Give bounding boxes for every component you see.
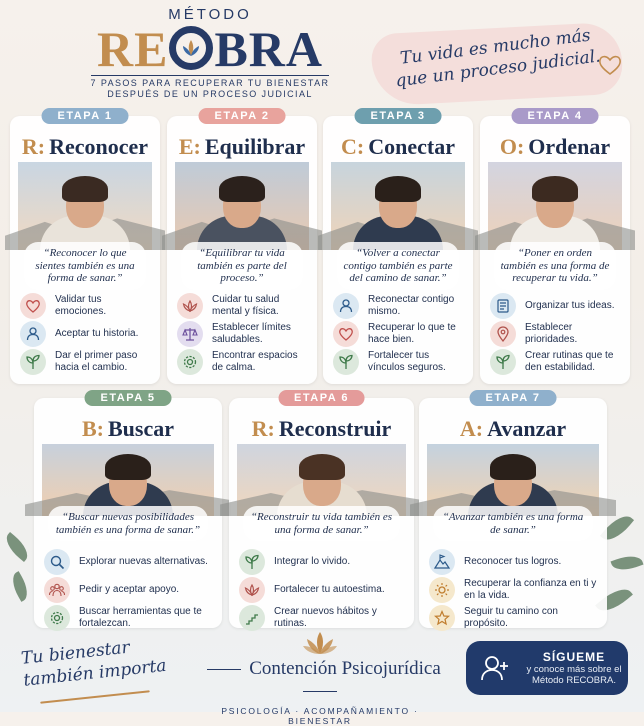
- stage-item: [239, 576, 408, 604]
- stage-name: Buscar: [108, 416, 174, 441]
- stage-item: [44, 548, 216, 576]
- stage-item-text: Cuidar tu salud mental y física.: [212, 294, 280, 317]
- stage-photo: [18, 162, 152, 250]
- stage-item-text: Organizar tus ideas.: [525, 300, 615, 311]
- logo-re: RE: [96, 21, 169, 77]
- etapa-badge: ETAPA 1: [42, 108, 129, 124]
- sprout-icon: [333, 349, 359, 375]
- stage-item-text: Explorar nuevas alternativas.: [79, 556, 208, 567]
- list-icon: [490, 293, 516, 319]
- stage-quote: “Avanzar también es una forma de sanar.”: [433, 506, 593, 541]
- etapa-badge: ETAPA 5: [85, 390, 172, 406]
- stairs-icon: [239, 605, 265, 631]
- stage-item-text: Validar tus emociones.: [55, 294, 107, 317]
- gear-icon: [177, 349, 203, 375]
- stage-item-text: Integrar lo vivido.: [274, 556, 351, 567]
- stage-item: [20, 348, 154, 376]
- footer-brand-name: Contención Psicojurídica: [190, 658, 450, 702]
- stage-item: [333, 320, 467, 348]
- follow-text: y conoce más sobre el Método RECOBRA.: [526, 664, 622, 686]
- add-user-icon: [480, 653, 510, 683]
- stage-item-text: Fortalecer tu autoestima.: [274, 584, 385, 595]
- stage-name: Reconocer: [49, 134, 149, 159]
- heart-icon: [598, 54, 622, 76]
- logo-bra: BRA: [214, 21, 324, 77]
- scale-icon: [177, 321, 203, 347]
- stage-item-text: Pedir y aceptar apoyo.: [79, 584, 180, 595]
- stage-item-text: Crear nuevos hábitos y rutinas.: [274, 606, 377, 629]
- heart-icon: [333, 321, 359, 347]
- stage-card-7: [419, 392, 607, 629]
- stage-item: [429, 604, 601, 632]
- stage-letter: O:: [499, 134, 525, 159]
- stage-item-text: Buscar herramientas que te fortalezcan.: [79, 606, 202, 629]
- stage-card-4: [480, 110, 630, 384]
- stage-letter: B:: [82, 416, 104, 441]
- stage-item-text: Establecer prioridades.: [525, 322, 578, 345]
- sprout-icon: [239, 549, 265, 575]
- stage-item: [177, 348, 311, 376]
- stage-name: Equilibrar: [204, 134, 306, 159]
- stage-item: [333, 348, 467, 376]
- person-icon: [333, 293, 359, 319]
- gear-icon: [44, 605, 70, 631]
- decorative-leaf: [7, 571, 32, 602]
- person-icon: [20, 321, 46, 347]
- stage-name: Avanzar: [487, 416, 567, 441]
- stage-item-text: Crear rutinas que te den estabilidad.: [525, 350, 614, 373]
- stage-quote: “Reconstruir tu vida también es una forma de sanar.”: [243, 506, 400, 541]
- stage-item-text: Establecer límites saludables.: [212, 322, 291, 345]
- logo-o-lotus-icon: [169, 26, 213, 70]
- script-quote-text: Tu vida es mucho más que un proceso judicial.: [394, 25, 602, 92]
- stage-item: [490, 320, 624, 348]
- stage-name: Ordenar: [528, 134, 611, 159]
- stage-item-text: Recuperar la confianza en ti y en la vida.: [464, 578, 597, 601]
- lotus-icon: [239, 577, 265, 603]
- etapa-badge: ETAPA 2: [199, 108, 286, 124]
- follow-button[interactable]: [466, 641, 628, 695]
- stage-item: [333, 292, 467, 320]
- stage-item: [44, 604, 216, 632]
- stage-quote: “Poner en orden también es una forma de recuperar tu vida.”: [494, 242, 616, 290]
- stage-item-text: Reconectar contigo mismo.: [368, 294, 455, 317]
- stage-item: [239, 604, 408, 632]
- etapa-badge: ETAPA 7: [470, 390, 557, 406]
- person-illustration: [363, 180, 433, 250]
- etapa-badge: ETAPA 3: [355, 108, 442, 124]
- stage-letter: A:: [459, 416, 484, 441]
- tagline-line-1: 7 PASOS PARA RECUPERAR TU BIENESTAR: [90, 78, 330, 88]
- bienestar-script: Tu bienestar también importa: [20, 637, 168, 691]
- person-illustration: [50, 180, 120, 250]
- stage-title: [419, 416, 607, 442]
- stage-item: [177, 320, 311, 348]
- tagline: [91, 75, 330, 100]
- star-icon: [429, 605, 455, 631]
- location-pin-icon: [490, 321, 516, 347]
- group-icon: [44, 577, 70, 603]
- stage-item-text: Encontrar espacios de calma.: [212, 350, 298, 373]
- stage-photo: [175, 162, 309, 250]
- stage-item-text: Seguir tu camino con propósito.: [464, 606, 558, 629]
- stage-item-text: Reconocer tus logros.: [464, 556, 562, 567]
- stage-item: [239, 548, 408, 576]
- follow-title: SÍGUEME: [542, 650, 606, 664]
- stage-card-6: [229, 392, 414, 629]
- stage-item: [20, 320, 154, 348]
- stage-quote: “Equilibrar tu vida también es parte del proceso.”: [181, 242, 303, 290]
- stage-quote: “Volver a conectar contigo también es parte del camino de sanar.”: [337, 242, 459, 290]
- stage-letter: R:: [21, 134, 46, 159]
- lotus-icon: [177, 293, 203, 319]
- stage-letter: E:: [178, 134, 201, 159]
- stage-title: [167, 134, 317, 160]
- stage-card-3: [323, 110, 473, 384]
- stage-title: [34, 416, 222, 442]
- stage-item: [490, 348, 624, 376]
- etapa-badge: ETAPA 6: [278, 390, 365, 406]
- stage-card-1: [10, 110, 160, 384]
- stage-quote: “Buscar nuevas posibilidades también es una forma de sanar.”: [48, 506, 208, 541]
- lotus-logo-icon: [303, 630, 337, 656]
- decorative-leaf: [1, 532, 33, 562]
- stage-item-text: Recuperar lo que te hace bien.: [368, 322, 456, 345]
- stage-item: [429, 548, 601, 576]
- recobra-logo: [60, 23, 360, 75]
- sprout-icon: [490, 349, 516, 375]
- tagline-line-2: DESPUÉS DE UN PROCESO JUDICIAL: [107, 89, 313, 99]
- heart-icon: [20, 293, 46, 319]
- stage-item: [44, 576, 216, 604]
- person-illustration: [207, 180, 277, 250]
- mountain-flag-icon: [429, 549, 455, 575]
- stage-title: [323, 134, 473, 160]
- stage-letter: C:: [341, 134, 365, 159]
- stage-letter: R:: [251, 416, 275, 441]
- stage-photo: [488, 162, 622, 250]
- stage-item-text: Fortalecer tus vínculos seguros.: [368, 350, 446, 373]
- stage-item-text: Aceptar tu historia.: [55, 328, 139, 339]
- sprout-icon: [20, 349, 46, 375]
- etapa-badge: ETAPA 4: [512, 108, 599, 124]
- stage-item: [20, 292, 154, 320]
- footer-brand: [190, 630, 450, 726]
- bienestar-underline: [40, 690, 150, 703]
- stage-title: [229, 416, 414, 442]
- stage-quote: “Reconocer lo que sientes también es una forma de sanar.”: [24, 242, 146, 290]
- stage-name: Reconstruir: [278, 416, 392, 441]
- stage-item-text: Dar el primer paso hacia el cambio.: [55, 350, 138, 373]
- stage-photo: [331, 162, 465, 250]
- footer-brand-sub: PSICOLOGÍA · ACOMPAÑAMIENTO · BIENESTAR: [221, 706, 419, 726]
- person-illustration: [520, 180, 590, 250]
- stage-item: [429, 576, 601, 604]
- metodo-label: MÉTODO: [168, 6, 252, 23]
- brand-header: [60, 6, 360, 102]
- search-icon: [44, 549, 70, 575]
- decorative-leaf: [611, 551, 644, 574]
- stage-card-5: [34, 392, 222, 629]
- script-quote-bubble: [370, 22, 623, 107]
- sun-icon: [429, 577, 455, 603]
- stage-title: [480, 134, 630, 160]
- stage-title: [10, 134, 160, 160]
- stage-item: [177, 292, 311, 320]
- stage-card-2: [167, 110, 317, 384]
- stage-item: [490, 292, 624, 320]
- stage-name: Conectar: [368, 134, 455, 159]
